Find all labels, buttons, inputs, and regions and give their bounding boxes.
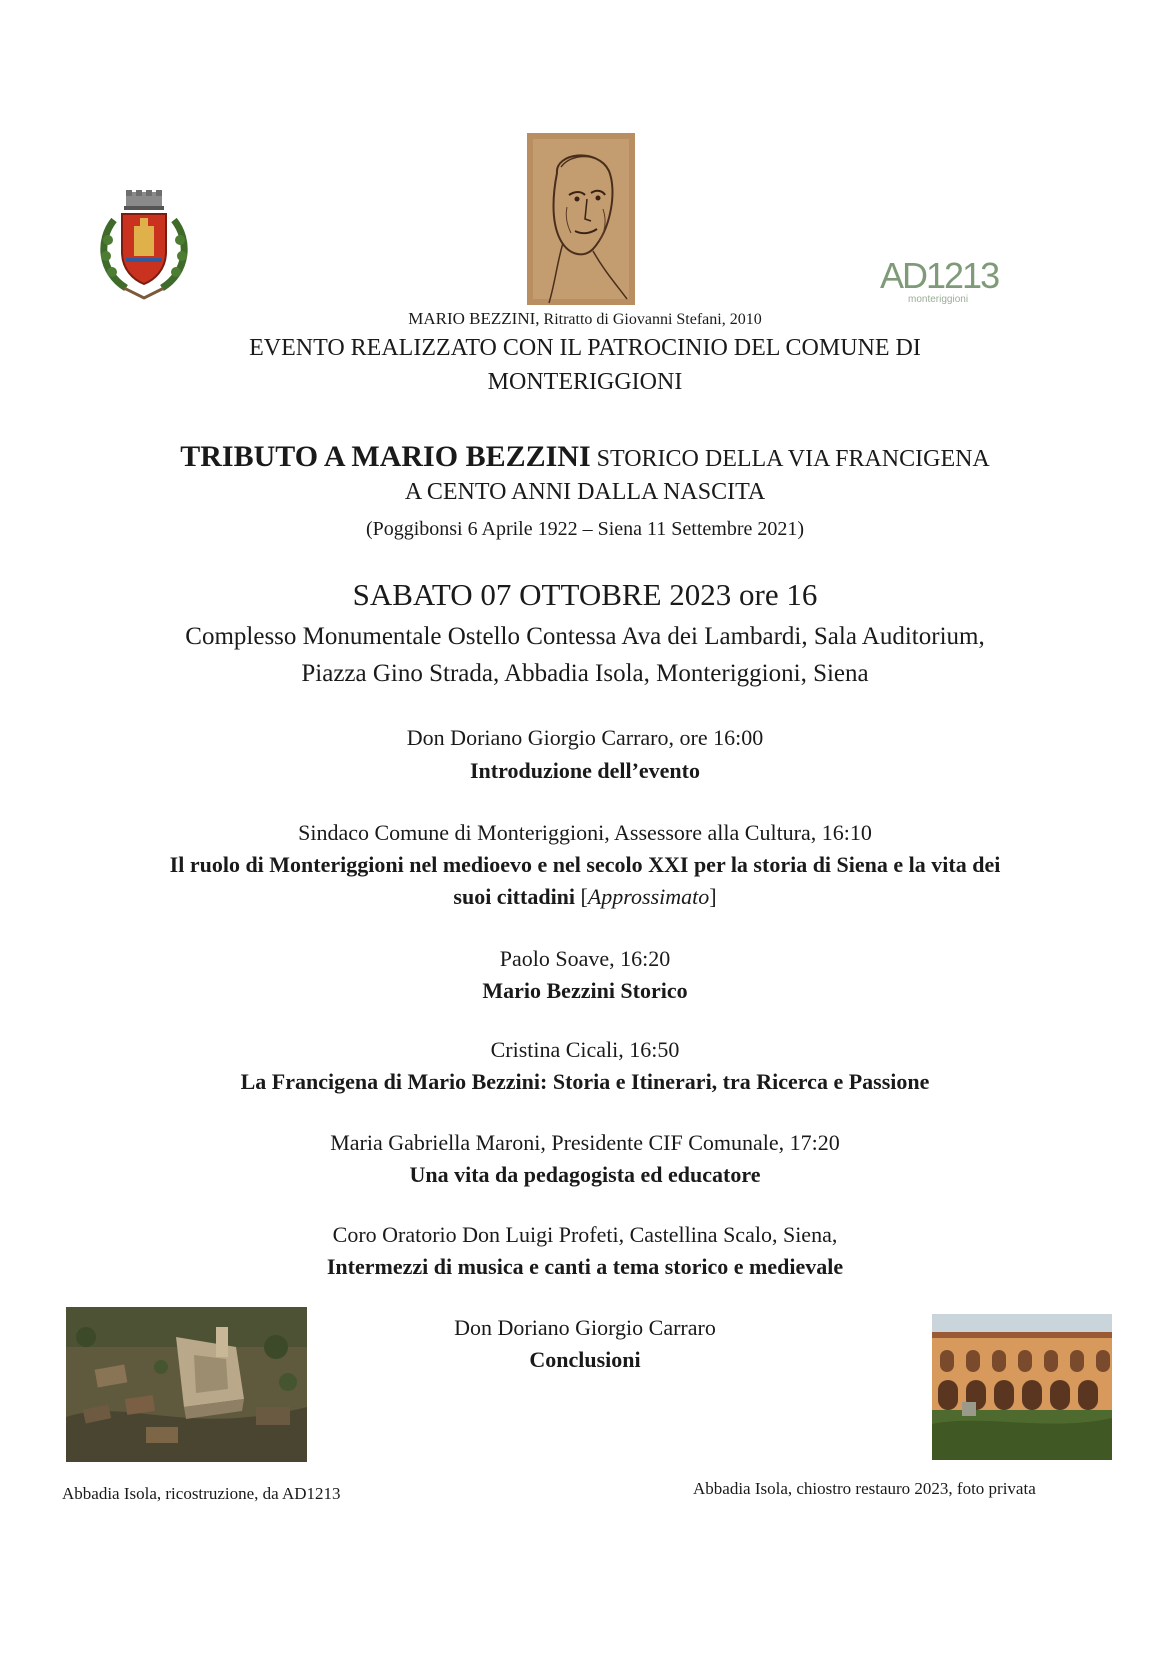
program-item-2-title-line-2 [0,884,1170,910]
abbadia-cloister-photo [932,1314,1112,1460]
ad1213-logo [880,252,1000,306]
logo-main-text: AD1213 [880,255,999,296]
program-item-4-speaker: Cristina Cicali, 16:50 [490,1037,680,1062]
program-item-6-title: Intermezzi di musica e canti a tema storico e medievale [326,1254,844,1279]
left-photo-caption: Abbadia Isola, ricostruzione, da AD1213 [62,1484,341,1503]
venue-line-2: Piazza Gino Strada, Abbadia Isola, Monteriggioni, Siena [301,660,869,687]
program-item-2-note-close: ] [709,884,717,909]
program-item-1-speaker: Don Doriano Giorgio Carraro, ore 16:00 [406,725,764,750]
venue-line-1: Complesso Monumentale Ostello Contessa Ava dei Lambardi, Sala Auditorium, [185,623,985,650]
portrait-sketch-image [527,133,635,305]
program-item-2-speaker: Sindaco Comune di Monteriggioni, Assessore alla Cultura, 16:10 [298,820,872,845]
event-subtitle: A CENTO ANNI DALLA NASCITA [404,479,766,505]
program-item-2-title-line-2-text: suoi cittadini [453,884,576,909]
program-item-3-speaker: Paolo Soave, 16:20 [499,946,671,971]
program-item-3-title: Mario Bezzini Storico [482,978,688,1003]
municipal-crest-icon [96,190,192,304]
program-item-4-title: La Francigena di Mario Bezzini: Storia e Itinerari, tra Ricerca e Passione [240,1069,930,1094]
patronage-line-1: EVENTO REALIZZATO CON IL PATROCINIO DEL COMUNE DI [249,335,921,361]
program-item-2-note: Approssimato [587,884,710,909]
program-item-2-note-open: [ [575,884,588,909]
portrait-caption-name: MARIO BEZZINI, [408,309,540,328]
right-photo-caption: Abbadia Isola, chiostro restauro 2023, foto privata [693,1479,1036,1498]
program-item-5-speaker: Maria Gabriella Maroni, Presidente CIF Comunale, 17:20 [330,1130,840,1155]
event-title [0,440,1170,474]
portrait-caption-rest: Ritratto di Giovanni Stefani, 2010 [539,311,762,328]
program-item-7-title: Conclusioni [529,1347,641,1372]
patronage-line-2: MONTERIGGIONI [487,369,683,395]
program-item-5-title: Una vita da pedagogista ed educatore [409,1162,761,1187]
program-item-7-speaker: Don Doriano Giorgio Carraro [454,1315,716,1340]
program-item-6-speaker: Coro Oratorio Don Luigi Profeti, Castellina Scalo, Siena, [332,1222,838,1247]
program-item-2-title-line-1: Il ruolo di Monteriggioni nel medioevo e nel secolo XXI per la storia di Siena e la vita dei [169,852,1001,877]
event-dates: (Poggibonsi 6 Aprile 1922 – Siena 11 Settembre 2021) [365,518,805,540]
event-title-rest: STORICO DELLA VIA FRANCIGENA [590,446,990,472]
event-datetime: SABATO 07 OTTOBRE 2023 ore 16 [352,577,818,612]
event-title-bold: TRIBUTO A MARIO BEZZINI [180,440,591,473]
program-item-1-title: Introduzione dell’evento [470,758,700,783]
portrait-caption [0,309,1170,329]
logo-sub-text: monteriggioni [908,294,969,305]
abbadia-reconstruction-photo [66,1307,307,1462]
